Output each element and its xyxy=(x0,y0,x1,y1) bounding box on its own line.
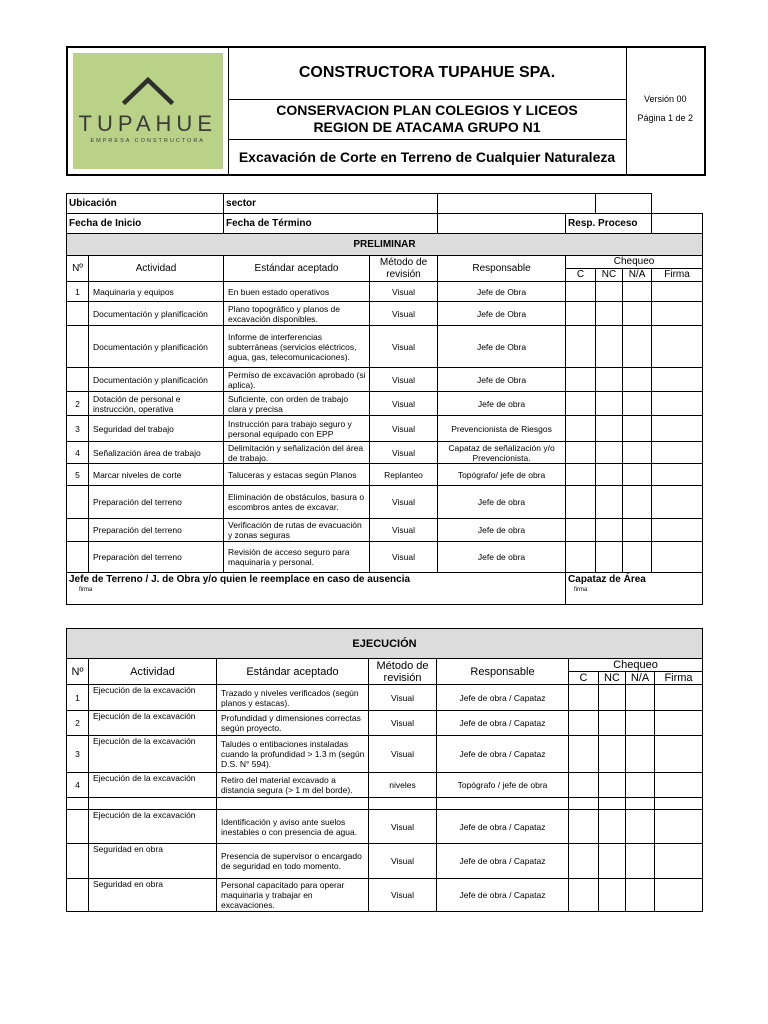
check-nc[interactable] xyxy=(596,302,623,326)
row-estandar: Taluceras y estacas según Planos xyxy=(224,464,370,486)
row-actividad: Dotación de personal e instrucción, operativa xyxy=(89,392,224,416)
col-estandar: Estándar aceptado xyxy=(224,256,370,282)
row-actividad: Marcar niveles de corte xyxy=(89,464,224,486)
row-metodo: Visual xyxy=(369,711,437,736)
row-responsable: Prevencionista de Riesgos xyxy=(438,416,566,442)
check-c[interactable] xyxy=(566,519,596,542)
row-metodo: Visual xyxy=(370,392,438,416)
check-firma[interactable] xyxy=(652,442,703,464)
logo-tagline: EMPRESA CONSTRUCTORA xyxy=(90,138,205,144)
ejecucion-row xyxy=(67,844,703,879)
roof-icon xyxy=(121,75,175,105)
check-c[interactable] xyxy=(569,798,599,810)
check-na[interactable] xyxy=(626,685,655,711)
check-na[interactable] xyxy=(626,798,655,810)
check-na[interactable] xyxy=(623,282,652,302)
fecha-termino-field[interactable] xyxy=(438,214,566,234)
row-metodo: Replanteo xyxy=(370,464,438,486)
row-number xyxy=(67,798,89,810)
check-firma[interactable] xyxy=(652,302,703,326)
row-responsable xyxy=(437,798,569,810)
row-estandar: Permiso de excavación aprobado (si aplica). xyxy=(224,368,370,392)
check-firma[interactable] xyxy=(655,810,703,844)
project-line-1: CONSERVACION PLAN COLEGIOS Y LICEOS xyxy=(276,102,578,118)
preliminar-row xyxy=(67,464,703,486)
check-na[interactable] xyxy=(623,486,652,519)
check-nc[interactable] xyxy=(596,442,623,464)
col-na: N/A xyxy=(626,672,655,685)
preliminar-row xyxy=(67,368,703,392)
row-number xyxy=(67,326,89,368)
check-na[interactable] xyxy=(626,736,655,773)
row-actividad: Seguridad del trabajo xyxy=(89,416,224,442)
row-estandar: Taludes o entibaciones instaladas cuando la profundidad > 1.3 m (según D.S. N° 594). xyxy=(217,736,369,773)
row-number: 3 xyxy=(67,416,89,442)
row-responsable: Jefe de obra / Capataz xyxy=(437,810,569,844)
check-c[interactable] xyxy=(569,844,599,879)
check-c[interactable] xyxy=(566,326,596,368)
row-number xyxy=(67,302,89,326)
check-firma[interactable] xyxy=(652,392,703,416)
check-firma[interactable] xyxy=(652,486,703,519)
row-actividad: Maquinaria y equipos xyxy=(89,282,224,302)
row-metodo: Visual xyxy=(369,879,437,912)
row-responsable: Jefe de Obra xyxy=(438,302,566,326)
row-actividad: Documentación y planificación xyxy=(89,368,224,392)
check-na[interactable] xyxy=(623,368,652,392)
row-actividad: Preparación del terreno xyxy=(89,542,224,573)
check-na[interactable] xyxy=(623,442,652,464)
row-actividad: Señalización área de trabajo xyxy=(89,442,224,464)
preliminar-row xyxy=(67,542,703,573)
check-na[interactable] xyxy=(623,326,652,368)
fecha-termino-label: Fecha de Término xyxy=(224,214,438,234)
col-no: Nº xyxy=(67,256,89,282)
preliminar-row xyxy=(67,486,703,519)
preliminar-row xyxy=(67,302,703,326)
ejecucion-rows xyxy=(67,685,703,912)
row-actividad: Ejecución de la excavación xyxy=(89,685,217,711)
col-actividad: Actividad xyxy=(89,659,217,685)
check-na[interactable] xyxy=(626,773,655,798)
col-metodo: Método de revisión xyxy=(369,659,437,685)
ubicacion-label: Ubicación xyxy=(67,194,224,214)
info-row-1 xyxy=(67,194,703,214)
row-estandar: Revisión de acceso seguro para maquinaria y personal. xyxy=(224,542,370,573)
check-nc[interactable] xyxy=(599,736,626,773)
col-chequeo: Chequeo xyxy=(566,256,703,269)
check-c[interactable] xyxy=(569,685,599,711)
row-actividad: Seguridad en obra xyxy=(89,879,217,912)
row-estandar: Instrucción para trabajo seguro y personal equipado con EPP xyxy=(224,416,370,442)
row-actividad: Preparación del terreno xyxy=(89,519,224,542)
row-number: 3 xyxy=(67,736,89,773)
row-estandar: Identificación y aviso ante suelos inestables o con presencia de agua. xyxy=(217,810,369,844)
row-number: 2 xyxy=(67,392,89,416)
check-firma[interactable] xyxy=(652,326,703,368)
document-header xyxy=(66,46,706,176)
row-estandar: Suficiente, con orden de trabajo clara y precisa xyxy=(224,392,370,416)
preliminar-table xyxy=(66,193,703,605)
company-name: CONSTRUCTORA TUPAHUE SPA. xyxy=(228,47,626,99)
check-na[interactable] xyxy=(623,542,652,573)
row-estandar: Informe de interferencias subterráneas (servicios eléctricos, agua, gas, telecomunicaciones). xyxy=(224,326,370,368)
check-c[interactable] xyxy=(566,416,596,442)
row-number: 1 xyxy=(67,282,89,302)
check-na[interactable] xyxy=(626,844,655,879)
row-estandar: Delimitación y señalización del área de trabajo. xyxy=(224,442,370,464)
row-estandar: Plano topográfico y planos de excavación disponibles. xyxy=(224,302,370,326)
row-estandar: En buen estado operativos xyxy=(224,282,370,302)
check-firma[interactable] xyxy=(655,879,703,912)
check-nc[interactable] xyxy=(599,810,626,844)
ejecucion-row xyxy=(67,798,703,810)
row-responsable: Jefe de obra / Capataz xyxy=(437,736,569,773)
project-title xyxy=(228,99,626,139)
row-responsable: Topógrafo/ jefe de obra xyxy=(438,464,566,486)
row-actividad: Ejecución de la excavación xyxy=(89,810,217,844)
logo-wordmark: TUPAHUE xyxy=(78,111,217,136)
col-c: C xyxy=(569,672,599,685)
row-responsable: Jefe de obra xyxy=(438,542,566,573)
row-actividad xyxy=(89,798,217,810)
check-c[interactable] xyxy=(566,464,596,486)
check-nc[interactable] xyxy=(596,486,623,519)
check-nc[interactable] xyxy=(596,542,623,573)
row-responsable: Jefe de obra / Capataz xyxy=(437,711,569,736)
col-metodo: Método de revisión xyxy=(370,256,438,282)
check-nc[interactable] xyxy=(599,879,626,912)
check-c[interactable] xyxy=(569,711,599,736)
row-number xyxy=(67,368,89,392)
check-nc[interactable] xyxy=(599,685,626,711)
row-responsable: Capataz de señalización y/o Prevencionista. xyxy=(438,442,566,464)
signature-left-sub: firma xyxy=(79,587,93,593)
check-na[interactable] xyxy=(623,416,652,442)
preliminar-row xyxy=(67,326,703,368)
check-nc[interactable] xyxy=(596,519,623,542)
check-firma[interactable] xyxy=(652,464,703,486)
check-firma[interactable] xyxy=(655,798,703,810)
check-na[interactable] xyxy=(623,519,652,542)
company-logo xyxy=(73,53,223,169)
check-nc[interactable] xyxy=(596,392,623,416)
row-estandar xyxy=(217,798,369,810)
row-responsable: Jefe de Obra xyxy=(438,368,566,392)
row-responsable: Jefe de obra / Capataz xyxy=(437,844,569,879)
row-responsable: Topógrafo / jefe de obra xyxy=(437,773,569,798)
check-nc[interactable] xyxy=(599,773,626,798)
check-c[interactable] xyxy=(566,392,596,416)
row-metodo: Visual xyxy=(369,844,437,879)
resp-proceso-label: Resp. Proceso xyxy=(566,214,652,234)
check-na[interactable] xyxy=(623,464,652,486)
row-metodo: Visual xyxy=(370,542,438,573)
sector-field[interactable] xyxy=(438,194,596,214)
check-firma[interactable] xyxy=(652,416,703,442)
row-responsable: Jefe de Obra xyxy=(438,282,566,302)
row-estandar: Retiro del material excavado a distancia segura (> 1 m del borde). xyxy=(217,773,369,798)
ejecucion-row xyxy=(67,773,703,798)
check-nc[interactable] xyxy=(599,844,626,879)
preliminar-row xyxy=(67,416,703,442)
check-c[interactable] xyxy=(569,773,599,798)
check-na[interactable] xyxy=(626,879,655,912)
row-estandar: Personal capacitado para operar maquinaria y trabajar en excavaciones. xyxy=(217,879,369,912)
row-actividad: Seguridad en obra xyxy=(89,844,217,879)
check-na[interactable] xyxy=(623,392,652,416)
row-number: 1 xyxy=(67,685,89,711)
ejecucion-row xyxy=(67,685,703,711)
check-c[interactable] xyxy=(566,486,596,519)
row-number xyxy=(67,486,89,519)
ejecucion-row xyxy=(67,810,703,844)
row-metodo: niveles xyxy=(369,773,437,798)
col-actividad: Actividad xyxy=(89,256,224,282)
row-metodo: Visual xyxy=(370,282,438,302)
preliminar-row xyxy=(67,442,703,464)
row-number xyxy=(67,844,89,879)
check-c[interactable] xyxy=(569,736,599,773)
row-estandar: Eliminación de obstáculos, basura o escombros antes de excavar. xyxy=(224,486,370,519)
preliminar-rows xyxy=(67,282,703,573)
row-metodo: Visual xyxy=(370,368,438,392)
section-preliminar: PRELIMINAR xyxy=(67,234,703,256)
col-firma: Firma xyxy=(652,269,703,282)
ejecucion-row xyxy=(67,736,703,773)
check-nc[interactable] xyxy=(599,798,626,810)
section-ejecucion: EJECUCIÓN xyxy=(67,629,703,659)
check-c[interactable] xyxy=(566,282,596,302)
version-cell xyxy=(626,47,705,175)
col-nc: NC xyxy=(599,672,626,685)
check-firma[interactable] xyxy=(655,773,703,798)
row-actividad: Documentación y planificación xyxy=(89,326,224,368)
row-responsable: Jefe de obra / Capataz xyxy=(437,685,569,711)
signature-right-sub: firma xyxy=(574,587,588,593)
col-firma: Firma xyxy=(655,672,703,685)
check-nc[interactable] xyxy=(596,282,623,302)
signature-right-label: Capataz de Área xyxy=(568,574,646,585)
row-actividad: Ejecución de la excavación xyxy=(89,736,217,773)
check-firma[interactable] xyxy=(652,542,703,573)
row-metodo: Visual xyxy=(369,810,437,844)
signature-left-label: Jefe de Terreno / J. de Obra y/o quien le reemplace en caso de ausencia xyxy=(69,574,411,585)
document-title: Excavación de Corte en Terreno de Cualquier Naturaleza xyxy=(228,139,626,175)
row-estandar: Profundidad y dimensiones correctas según proyecto. xyxy=(217,711,369,736)
row-number: 4 xyxy=(67,773,89,798)
row-metodo: Visual xyxy=(370,486,438,519)
check-na[interactable] xyxy=(623,302,652,326)
check-c[interactable] xyxy=(569,879,599,912)
col-nc: NC xyxy=(596,269,623,282)
check-c[interactable] xyxy=(569,810,599,844)
row-metodo: Visual xyxy=(369,685,437,711)
preliminar-row xyxy=(67,519,703,542)
row-responsable: Jefe de obra xyxy=(438,392,566,416)
ejecucion-row xyxy=(67,711,703,736)
check-firma[interactable] xyxy=(652,368,703,392)
project-line-2: REGION DE ATACAMA GRUPO N1 xyxy=(313,119,541,135)
column-header-row xyxy=(67,256,703,269)
row-number xyxy=(67,542,89,573)
logo-cell xyxy=(67,47,228,175)
check-nc[interactable] xyxy=(599,711,626,736)
check-firma[interactable] xyxy=(655,711,703,736)
ejec-column-header-row xyxy=(67,659,703,672)
check-c[interactable] xyxy=(566,442,596,464)
row-actividad: Preparación del terreno xyxy=(89,486,224,519)
row-actividad: Documentación y planificación xyxy=(89,302,224,326)
col-chequeo: Chequeo xyxy=(569,659,703,672)
check-firma[interactable] xyxy=(652,519,703,542)
check-firma[interactable] xyxy=(655,844,703,879)
row-metodo: Visual xyxy=(370,416,438,442)
version-label: Versión 00 xyxy=(643,94,687,104)
row-responsable: Jefe de Obra xyxy=(438,326,566,368)
sector-label: sector xyxy=(224,194,438,214)
row-estandar: Presencia de supervisor o encargado de seguridad en todo momento. xyxy=(217,844,369,879)
check-firma[interactable] xyxy=(655,736,703,773)
page-label: Página 1 de 2 xyxy=(637,113,694,123)
row-estandar: Verificación de rutas de evacuación y zonas seguras xyxy=(224,519,370,542)
check-na[interactable] xyxy=(626,810,655,844)
check-na[interactable] xyxy=(626,711,655,736)
row-number: 5 xyxy=(67,464,89,486)
check-nc[interactable] xyxy=(596,416,623,442)
col-responsable: Responsable xyxy=(438,256,566,282)
resp-proceso-field[interactable] xyxy=(652,214,703,234)
row-number xyxy=(67,879,89,912)
col-c: C xyxy=(566,269,596,282)
signature-right[interactable] xyxy=(566,573,703,605)
row-metodo: Visual xyxy=(370,519,438,542)
row-metodo xyxy=(369,798,437,810)
col-no: Nº xyxy=(67,659,89,685)
check-firma[interactable] xyxy=(652,282,703,302)
row-estandar: Trazado y niveles verificados (según planos y estacas). xyxy=(217,685,369,711)
row-number xyxy=(67,810,89,844)
preliminar-row xyxy=(67,392,703,416)
row-metodo: Visual xyxy=(370,302,438,326)
check-nc[interactable] xyxy=(596,464,623,486)
check-c[interactable] xyxy=(566,302,596,326)
col-estandar: Estándar aceptado xyxy=(217,659,369,685)
preliminar-row xyxy=(67,282,703,302)
info-blank-1[interactable] xyxy=(596,194,652,214)
row-actividad: Ejecución de la excavación xyxy=(89,773,217,798)
ejecucion-row xyxy=(67,879,703,912)
check-firma[interactable] xyxy=(655,685,703,711)
row-number xyxy=(67,519,89,542)
row-actividad: Ejecución de la excavación xyxy=(89,711,217,736)
fecha-inicio-label: Fecha de Inicio xyxy=(67,214,224,234)
row-number: 4 xyxy=(67,442,89,464)
row-metodo: Visual xyxy=(370,442,438,464)
col-na: N/A xyxy=(623,269,652,282)
col-responsable: Responsable xyxy=(437,659,569,685)
row-number: 2 xyxy=(67,711,89,736)
signature-left[interactable] xyxy=(67,573,566,605)
signature-row xyxy=(67,573,703,605)
row-responsable: Jefe de obra / Capataz xyxy=(437,879,569,912)
row-responsable: Jefe de obra xyxy=(438,519,566,542)
check-c[interactable] xyxy=(566,368,596,392)
info-row-2 xyxy=(67,214,703,234)
row-metodo: Visual xyxy=(369,736,437,773)
row-responsable: Jefe de obra xyxy=(438,486,566,519)
check-nc[interactable] xyxy=(596,368,623,392)
ejecucion-table xyxy=(66,628,703,912)
check-c[interactable] xyxy=(566,542,596,573)
row-metodo: Visual xyxy=(370,326,438,368)
check-nc[interactable] xyxy=(596,326,623,368)
